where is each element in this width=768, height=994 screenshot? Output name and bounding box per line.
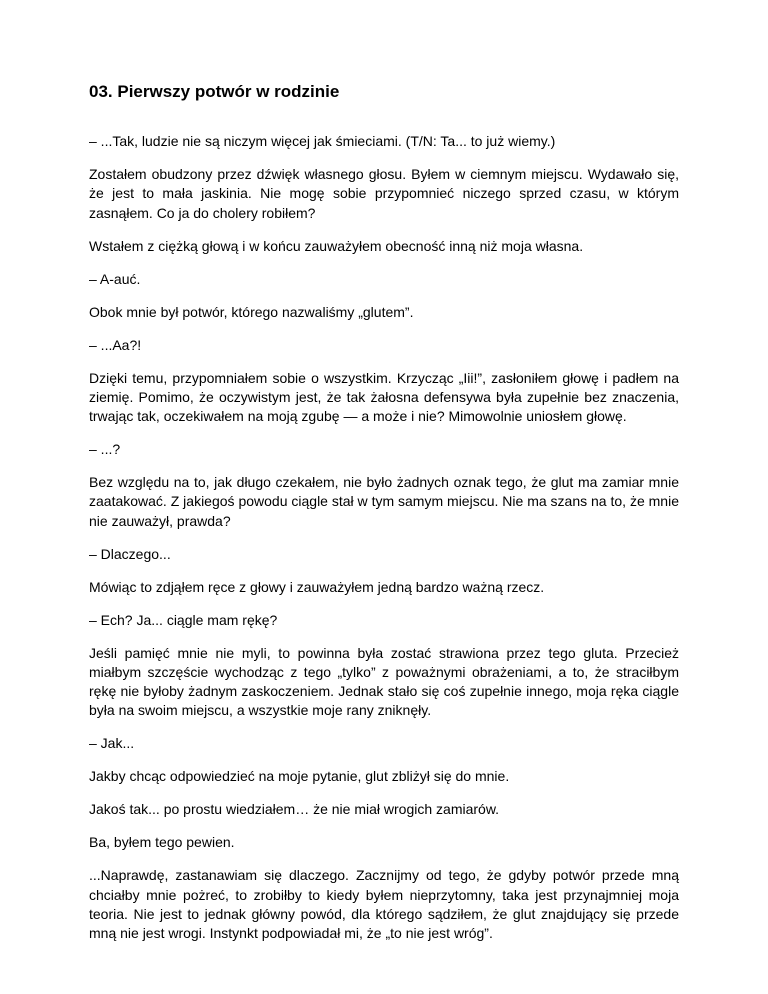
paragraph: ...Naprawdę, zastanawiam się dlaczego. Zacznijmy od tego, że gdyby potwór przede mną chciałby mnie pożreć, to zrobiłby to kiedy byłem nieprzytomny, taka jest przynajmniej moja teoria. Nie jest to jednak główny powód, dla którego sądziłem, że glut znajdujący się przede mną nie jest wrogi. Instynkt podpowiadał mi, że „to nie jest wróg”. (89, 867, 679, 942)
paragraph: – ...? (89, 441, 121, 458)
paragraph: Obok mnie był potwór, którego nazwaliśmy „glutem”. (89, 303, 414, 320)
paragraph: Zostałem obudzony przez dźwięk własnego głosu. Byłem w ciemnym miejscu. Wydawało się, że jest to mała jaskinia. Nie mogę sobie przypomnieć niczego sprzed czasu, w którym zasnąłem. Co ja do cholery robiłem? (89, 165, 679, 221)
paragraph: Mówiąc to zdjąłem ręce z głowy i zauważyłem jedną bardzo ważną rzecz. (89, 578, 545, 595)
paragraph: Jeśli pamięć mnie nie myli, to powinna była zostać strawiona przez tego gluta. Przecież miałbym szczęście wychodząc z tego „tylko” z poważnymi obrażeniami, a to, że straciłbym rękę nie byłoby żadnym zaskoczeniem. Jednak stało się coś zupełnie innego, moja ręka ciągle była na swoim miejscu, a wszystkie moje rany zniknęły. (89, 644, 679, 719)
paragraph: – Ech? Ja... ciągle mam rękę? (89, 611, 278, 628)
paragraph: Jakby chcąc odpowiedzieć na moje pytanie, glut zbliżył się do mnie. (89, 768, 510, 785)
paragraph: – Dlaczego... (89, 545, 171, 562)
paragraph: Jakoś tak... po prostu wiedziałem… że nie miał wrogich zamiarów. (89, 801, 500, 818)
paragraph: Dzięki temu, przypomniałem sobie o wszystkim. Krzycząc „Iii!”, zasłoniłem głowę i padłem na ziemię. Pomimo, że oczywistym jest, że tak żałosna defensywa była zupełnie bez znaczenia, trwając tak, oczekiwałem na moją zgubę — a może i nie? Mimowolnie uniosłem głowę. (89, 369, 679, 425)
paragraph: – ...Aa?! (89, 336, 142, 353)
document-page (89, 82, 679, 957)
paragraph: Wstałem z ciężką głową i w końcu zauważyłem obecność inną niż moja własna. (89, 237, 584, 254)
paragraph: Bez względu na to, jak długo czekałem, nie było żadnych oznak tego, że glut ma zamiar mnie zaatakować. Z jakiegoś powodu ciągle stał w tym samym miejscu. Nie ma szans na to, że mnie nie zauważył, prawda? (89, 474, 679, 529)
paragraph: – A-auć. (89, 270, 141, 287)
chapter-title: 03. Pierwszy potwór w rodzinie (89, 82, 340, 101)
paragraph: – Jak... (89, 735, 135, 752)
paragraph: – ...Tak, ludzie nie są niczym więcej jak śmieciami. (T/N: Ta... to już wiemy.) (89, 133, 556, 149)
paragraph: Ba, byłem tego pewien. (89, 834, 235, 851)
